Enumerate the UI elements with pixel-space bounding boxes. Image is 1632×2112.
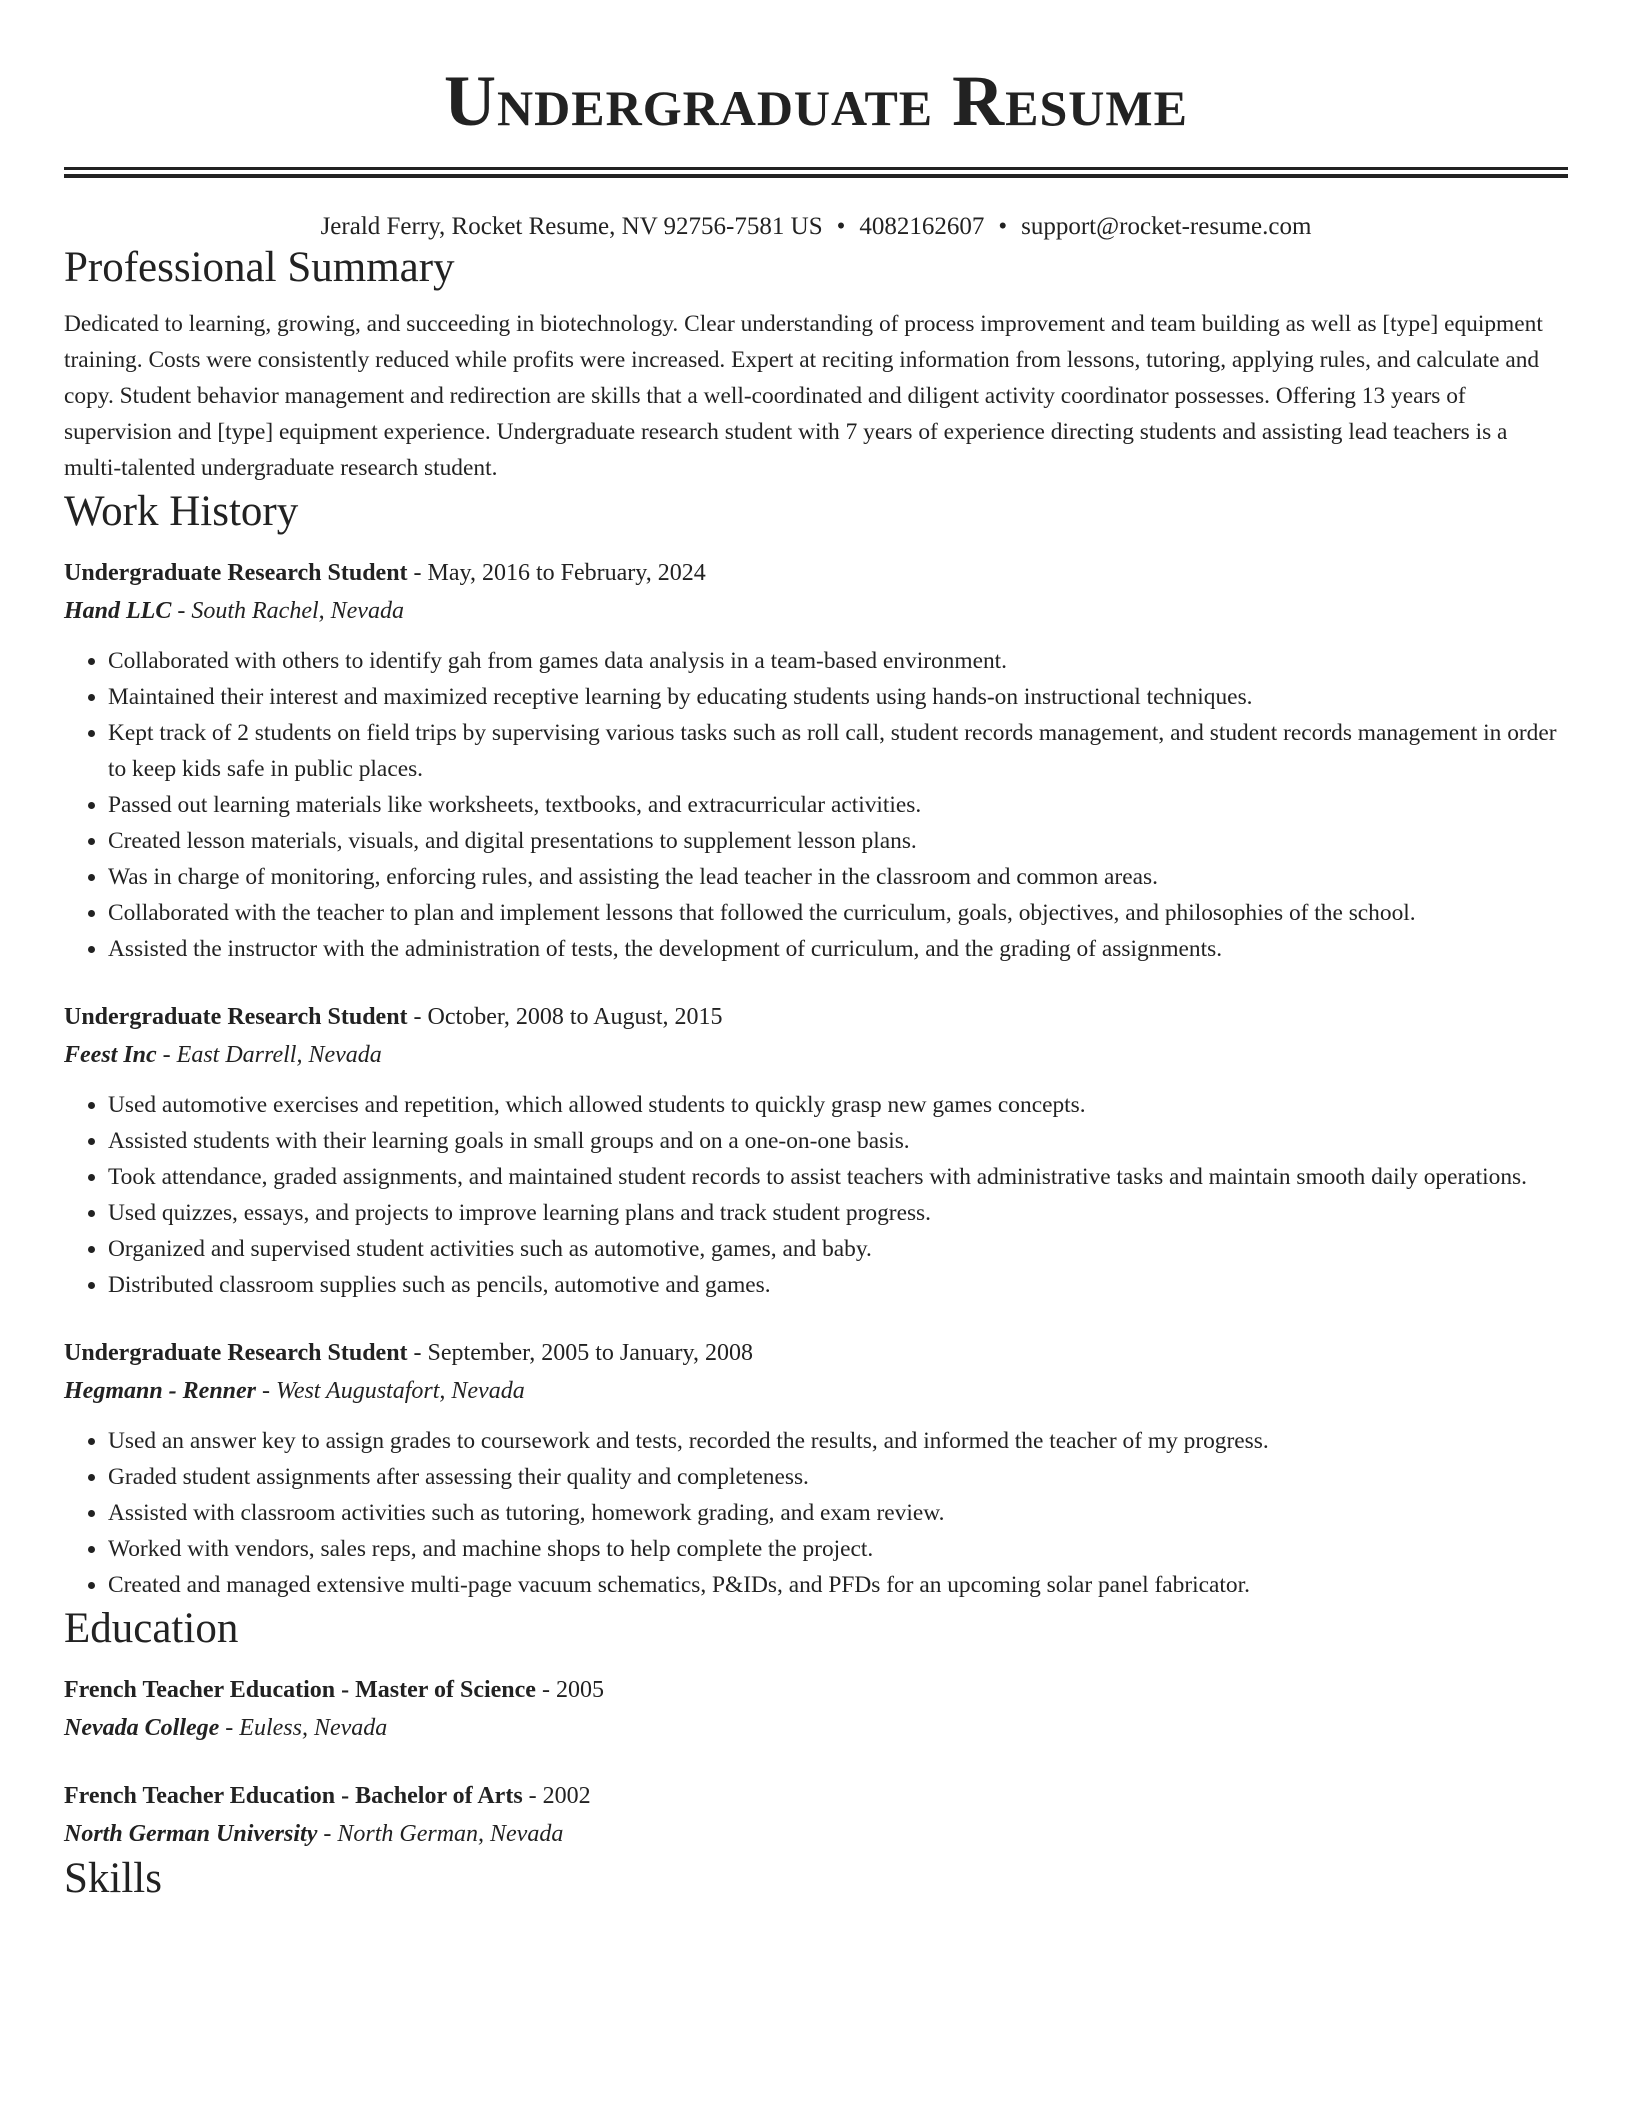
job-dates: - May, 2016 to February, 2024	[407, 560, 706, 586]
job-entry	[64, 1334, 1568, 1603]
contact-line	[64, 212, 1568, 242]
job-duty: • Collaborated with others to identify gah from games data analysis in a team-based environment.	[108, 643, 1568, 679]
title-divider	[64, 167, 1568, 178]
employer-line	[64, 1036, 1568, 1074]
contact-address: Jerald Ferry, Rocket Resume, NV 92756-7581 US	[320, 213, 823, 240]
degree-name: French Teacher Education - Master of Science	[64, 1677, 536, 1703]
job-duties-list	[64, 1087, 1568, 1303]
job-duty: • Graded student assignments after assessing their quality and completeness.	[108, 1459, 1568, 1495]
school-line	[64, 1815, 1568, 1853]
job-title-line	[64, 998, 1568, 1036]
contact-separator: •	[998, 213, 1008, 240]
employer-location: - East Darrell, Nevada	[156, 1042, 382, 1068]
employer-name: Feest Inc	[64, 1042, 157, 1068]
job-duty: • Maintained their interest and maximized receptive learning by educating students using hands-on instructional techniques.	[108, 679, 1568, 715]
job-duty: • Assisted with classroom activities such as tutoring, homework grading, and exam review.	[108, 1495, 1568, 1531]
job-duty: • Created and managed extensive multi-page vacuum schematics, P&IDs, and PFDs for an upcoming solar panel fabricator.	[108, 1567, 1568, 1603]
work-history-heading: Work History	[64, 488, 299, 535]
job-duties-list	[64, 643, 1568, 967]
summary-text: Dedicated to learning, growing, and succeeding in biotechnology. Clear understanding of process improvement and team building as well as [type] equipment training. Costs were consistently reduced while profits were increased. Expert at reciting information from lessons, tutoring, applying rules, and calculate and copy. Student behavior management and redirection are skills that a well-coordinated and diligent activity coordinator possesses. Offering 13 years of supervision and [type] equipment experience. Undergraduate research student with 7 years of experience directing students and assisting lead teachers is a multi-talented undergraduate research student.	[64, 311, 1543, 481]
job-title: Undergraduate Research Student	[64, 560, 408, 586]
school-name: Nevada College	[64, 1715, 220, 1741]
job-title: Undergraduate Research Student	[64, 1340, 408, 1366]
employer-line	[64, 1372, 1568, 1410]
contact-phone: 4082162607	[859, 213, 985, 240]
resume-title: Undergraduate Resume	[444, 61, 1188, 141]
job-duty: • Took attendance, graded assignments, and maintained student records to assist teachers with administrative tasks and maintain smooth daily operations.	[108, 1159, 1568, 1195]
job-duty: • Assisted the instructor with the administration of tests, the development of curriculum, and the grading of assignments.	[108, 931, 1568, 967]
education-entry	[64, 1777, 1568, 1853]
contact-email: support@rocket-resume.com	[1021, 213, 1312, 240]
job-duty: • Passed out learning materials like worksheets, textbooks, and extracurricular activities.	[108, 787, 1568, 823]
job-duty: • Organized and supervised student activities such as automotive, games, and baby.	[108, 1231, 1568, 1267]
employer-location: - West Augustafort, Nevada	[256, 1378, 525, 1404]
degree-name: French Teacher Education - Bachelor of Arts	[64, 1783, 523, 1809]
employer-name: Hand LLC	[64, 598, 172, 624]
education-heading: Education	[64, 1605, 239, 1652]
job-duties-list	[64, 1423, 1568, 1603]
skills-heading: Skills	[64, 1855, 162, 1902]
school-line	[64, 1709, 1568, 1747]
job-duty: • Distributed classroom supplies such as pencils, automotive and games.	[108, 1267, 1568, 1303]
job-dates: - October, 2008 to August, 2015	[407, 1004, 723, 1030]
summary-heading: Professional Summary	[64, 244, 455, 291]
job-entry	[64, 998, 1568, 1303]
education-entry	[64, 1671, 1568, 1747]
job-duty: • Assisted students with their learning goals in small groups and on a one-on-one basis.	[108, 1123, 1568, 1159]
job-dates: - September, 2005 to January, 2008	[407, 1340, 753, 1366]
job-duty: • Kept track of 2 students on field trips by supervising various tasks such as roll call, student records management, and student records management in order to keep kids safe in public places.	[108, 715, 1568, 787]
school-name: North German University	[64, 1821, 318, 1847]
school-location: - North German, Nevada	[317, 1821, 564, 1847]
job-title-line	[64, 554, 1568, 592]
job-duty: • Worked with vendors, sales reps, and machine shops to help complete the project.	[108, 1531, 1568, 1567]
employer-location: - South Rachel, Nevada	[171, 598, 404, 624]
degree-line	[64, 1671, 1568, 1709]
employer-name: Hegmann - Renner	[64, 1378, 257, 1404]
job-entry	[64, 554, 1568, 967]
job-duty: • Used an answer key to assign grades to coursework and tests, recorded the results, and informed the teacher of my progress.	[108, 1423, 1568, 1459]
job-title: Undergraduate Research Student	[64, 1004, 408, 1030]
job-duty: • Used quizzes, essays, and projects to improve learning plans and track student progress.	[108, 1195, 1568, 1231]
degree-year: - 2002	[522, 1783, 591, 1809]
job-duty: • Was in charge of monitoring, enforcing rules, and assisting the lead teacher in the classroom and common areas.	[108, 859, 1568, 895]
job-duty: • Used automotive exercises and repetition, which allowed students to quickly grasp new games concepts.	[108, 1087, 1568, 1123]
job-duty: • Collaborated with the teacher to plan and implement lessons that followed the curriculum, goals, objectives, and philosophies of the school.	[108, 895, 1568, 931]
contact-separator: •	[836, 213, 846, 240]
degree-line	[64, 1777, 1568, 1815]
school-location: - Euless, Nevada	[219, 1715, 388, 1741]
job-duty: • Created lesson materials, visuals, and digital presentations to supplement lesson plans.	[108, 823, 1568, 859]
job-title-line	[64, 1334, 1568, 1372]
degree-year: - 2005	[535, 1677, 604, 1703]
employer-line	[64, 592, 1568, 630]
